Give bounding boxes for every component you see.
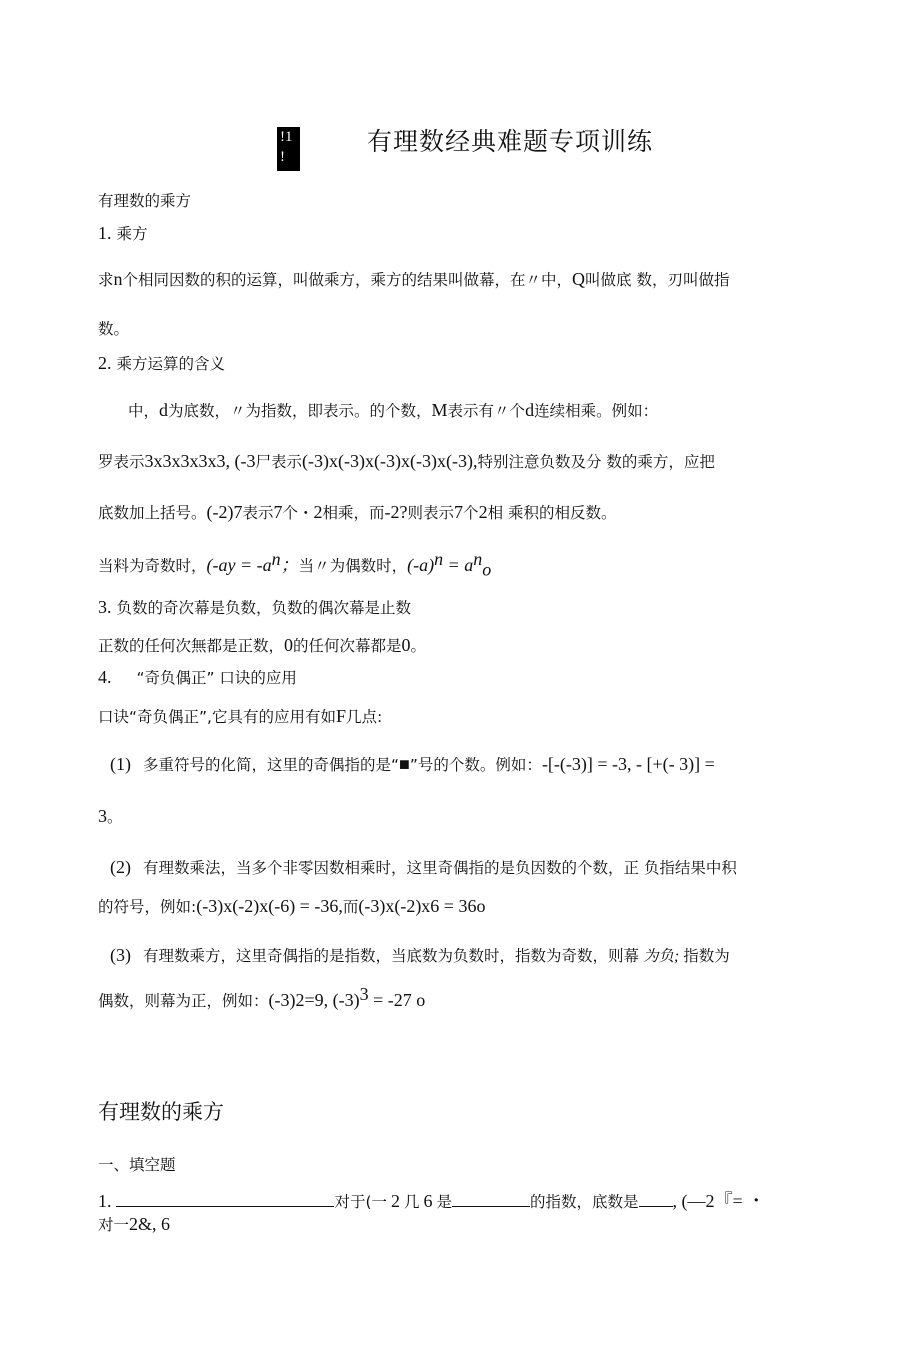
text: 罗表示 [98,453,145,471]
text: (-2)7 [206,502,243,522]
paragraph-2d [98,549,491,580]
formula: n [434,549,444,569]
text: 正数的任何次無都是正数， [98,637,285,655]
text: 尸表示 [255,453,303,471]
formula: = -27 o [368,990,426,1011]
text: 几 [404,1193,420,1211]
text: 7 [454,502,464,522]
text: ■ [399,754,410,774]
text: 中， [128,402,160,420]
text: 2&, 6 [129,1214,171,1234]
paragraph-1a [98,268,729,290]
text: 求 [98,271,114,289]
text: -2? [384,502,408,522]
text: 的符号，例如: [98,898,197,916]
formula: (-3)2=9, (-3) [268,990,360,1011]
formula: ； [280,555,299,576]
text: 而 [342,898,359,916]
paragraph-2b [98,450,715,472]
text: 3x3x3x3x3, (-3 [144,451,256,471]
item-1 [98,222,147,244]
text: ”号的个数。例如： [409,756,542,774]
formula: -[-(-3)] = -3, - [+(- 3)] = [541,754,715,774]
text: 相乘，而 [322,504,385,522]
text: Q [572,269,586,289]
text: 当〃为偶数时， [298,557,408,576]
text: 2 [391,1191,400,1211]
subitem-3-number: (3) [110,945,131,965]
text: 多重符号的化简，这里的奇偶指的是“ [143,756,400,774]
answer-blank-3[interactable] [639,1191,673,1207]
text: (-3)x(-3)x(-3)x(-3)x(-3), [302,451,478,471]
badge-line-2: ! [280,149,285,165]
subitem-2-number: (2) [110,857,131,877]
text: 叫做底 数，刃叫做指 [585,271,730,289]
text: 为负; [643,948,680,965]
text: 0 [284,635,294,655]
text: 指数为 [683,947,730,965]
text: 偶数，则幕为正，例如： [98,992,269,1011]
formula: (-3)x(-2)x6 = 36o [358,896,486,916]
question-1b [98,1213,170,1235]
paragraph-1b: 数。 [98,320,130,338]
item-4-label: “奇负偶正” 口诀的应用 [136,669,297,687]
formula: o [482,559,492,580]
paragraph-2a [128,399,658,421]
title-badge [277,127,300,171]
text: , (—2『= ・ [672,1191,766,1211]
formula: = a [443,555,474,576]
text: 底数加上括号。 [98,504,207,522]
item-2 [98,352,225,374]
text: 。 [410,637,427,655]
text: 7 [273,502,283,522]
subitem-2b [98,895,485,917]
text: 的指数，底数是 [530,1193,639,1211]
subitem-1 [110,753,715,775]
text: 相 乘积的相反数。 [487,504,617,522]
text: 特别注意负数及分 数的乘方，应把 [477,453,715,471]
item-3-label: 负数的奇次幕是负数，负数的偶次幕是止数 [116,599,411,617]
text: 有理数乘法，当多个非零因数相乘时，这里奇偶指的是负因数的个数，正 负指结果中积 [143,859,737,877]
text: 个・ [282,504,314,522]
subitem-3 [110,944,730,966]
item-3-number: 3. [98,597,112,617]
item-2-label: 乘方运算的含义 [116,355,225,373]
formula: 3 [359,984,369,1004]
text: n [113,269,123,289]
text: M [431,400,448,420]
text: 0 [401,635,411,655]
text: 有理数乘方，这里奇偶指的是指数，当底数为负数时，指数为奇数，则幕 [143,947,640,965]
text: F [336,706,347,726]
formula: n [473,549,483,569]
text: 2 [313,502,323,522]
page-title: 有理数经典难题专项训练 [367,127,654,156]
item-4 [98,666,297,688]
text: d [159,400,169,420]
subitem-1-number: (1) [110,754,131,774]
text: 表示 [242,504,274,522]
text: 个 [463,504,479,522]
text: 的任何次幕都是 [293,637,402,655]
item-1-number: 1. [98,223,112,243]
text: 。 [107,808,123,826]
text: 当料为奇数时， [98,557,207,576]
text: 2 [478,502,488,522]
text: 个相同因数的积的运算，叫做乘方，乘方的结果叫做幕，在〃中， [122,271,573,289]
answer-blank-1[interactable] [116,1191,334,1207]
text: 3 [98,806,107,826]
section-heading: 有理数的乘方 [98,192,192,210]
text: 6 [423,1191,433,1211]
section-2-subheading: 一、填空题 [98,1156,176,1174]
text: 连续相乘。例如： [534,402,659,420]
paragraph-4 [98,705,382,727]
paragraph-2c [98,501,617,523]
text: 对于(一 [334,1193,387,1211]
section-2-heading: 有理数的乘方 [98,1100,224,1124]
question-1 [98,1187,765,1213]
text: 对一 [98,1216,130,1234]
item-1-label: 乘方 [116,225,148,243]
formula: (-ay = -a [206,555,272,576]
badge-line-1: !1 [280,129,293,145]
item-2-number: 2. [98,353,112,373]
text: 是 [436,1193,453,1211]
formula: (-a) [407,555,435,576]
formula: (-3)x(-2)x(-6) = -36, [196,896,343,916]
text: d [525,400,535,420]
question-1-number: 1. [98,1191,112,1211]
subitem-1b [98,805,123,827]
text: 则表示 [407,504,455,522]
text: 几点: [346,708,383,726]
item-3 [98,596,411,618]
subitem-2 [110,856,737,878]
answer-blank-2[interactable] [452,1191,530,1207]
paragraph-3 [98,634,426,656]
item-4-number: 4. [98,667,112,687]
text: 口诀“奇负偶正”,它具有的应用有如 [98,708,336,726]
text: 表示有〃个 [447,402,526,420]
formula: n [271,549,281,569]
subitem-3b [98,984,425,1011]
text: 为底数，〃为指数，即表示。的个数， [168,402,432,420]
